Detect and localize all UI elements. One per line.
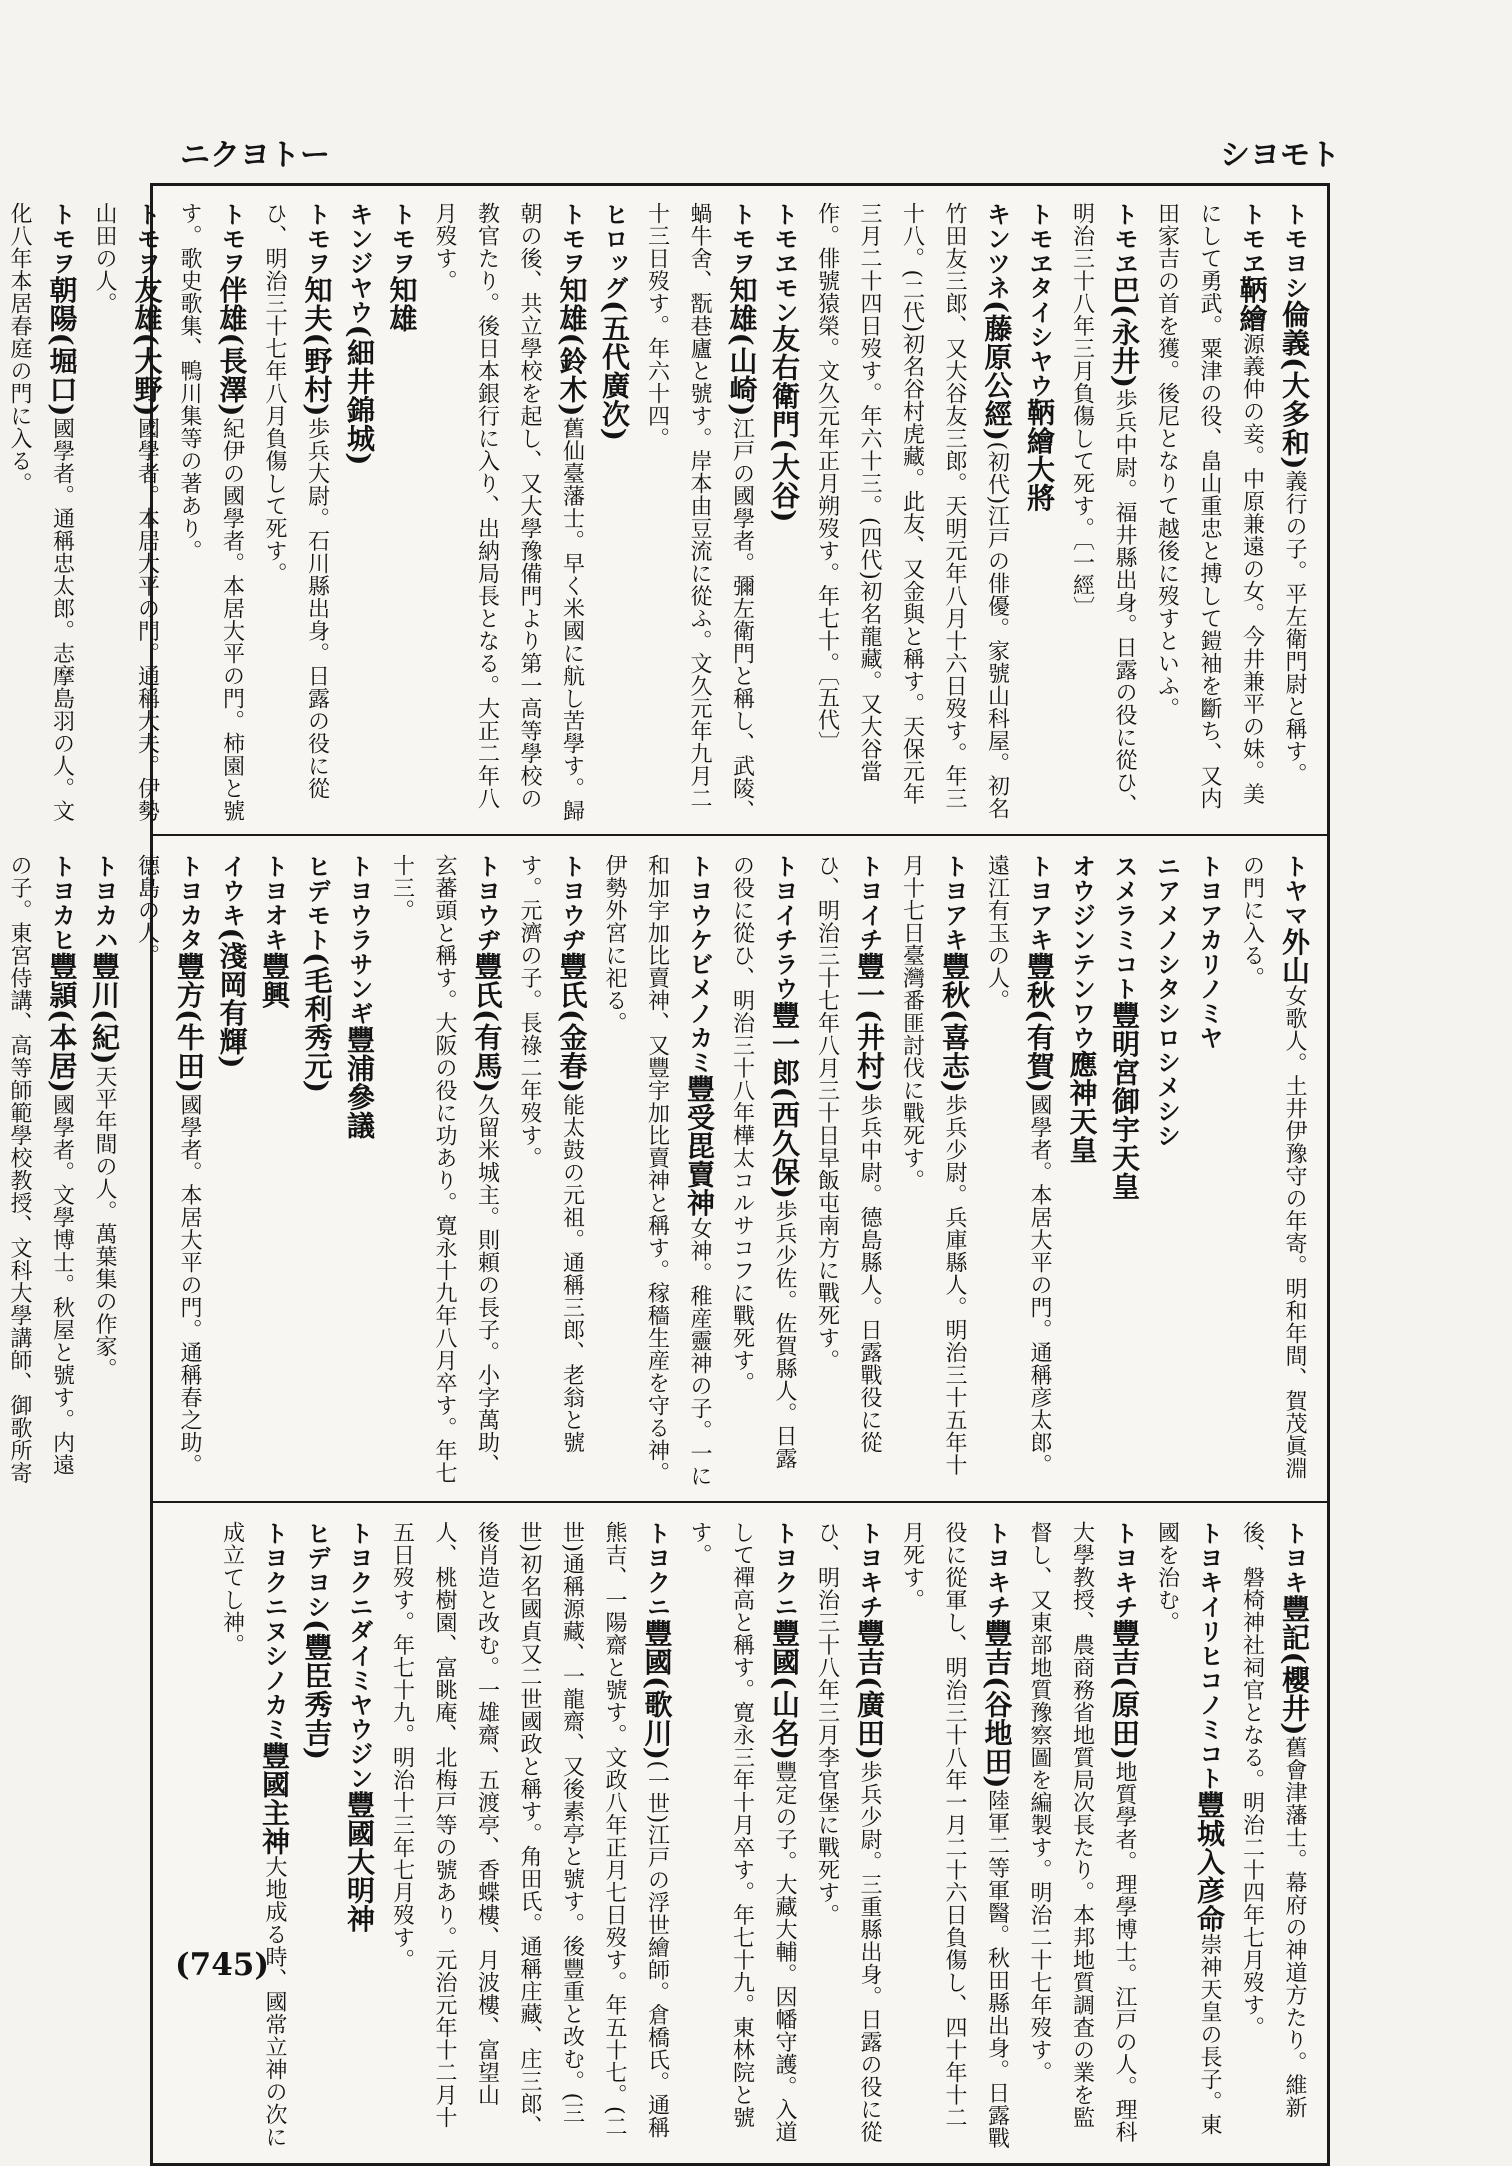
entry-head: トヤマ xyxy=(1280,854,1308,928)
entry-desc: 地質學者。理學博士。江戸の人。理科大學教授、農商務省地質局次長たり。本邦地質調査の業を監督し、又東部地質豫察圖を編製す。明治二十七年歿す。 xyxy=(1027,1521,1137,2143)
dictionary-entry xyxy=(635,202,763,824)
dictionary-entry xyxy=(1188,854,1231,1491)
dictionary-entry xyxy=(1230,1521,1315,2150)
entry-head: トヨキチ xyxy=(1110,1521,1138,1619)
entry-head: トヨクニヌシノカミ xyxy=(260,1521,288,1742)
entry-name: 豐明宮御宇天皇 xyxy=(1108,1001,1141,1201)
entry-head: トモヲ xyxy=(217,202,246,276)
entry-head: ヒロッグ xyxy=(600,202,628,300)
entry-head: トモヲ xyxy=(557,202,586,276)
dictionary-entry xyxy=(0,854,83,1491)
dictionary-entry xyxy=(1145,854,1188,1491)
entry-name: 朝陽(堀口) xyxy=(45,275,79,417)
entry-name: 應神天皇 xyxy=(1065,1050,1099,1164)
entry-desc: 國學者。本居大平の門。通稱大夫。伊勢山田の人。 xyxy=(92,202,160,822)
dictionary-entry xyxy=(1018,1521,1146,2150)
entry-name: 豐氏(有馬) xyxy=(470,952,504,1094)
entry-name: 友右衛門(大谷) xyxy=(768,324,801,523)
entry-head: トヨアカリノミヤ xyxy=(1195,854,1223,1050)
entry-desc: 女神。稚産靈神の子。一に和加宇加比賣神、又豐宇加比賣神と稱す。稼穡生産を守る神。伊勢外宮に祀る。 xyxy=(602,854,712,1487)
entry-name: 豐浦參議 xyxy=(343,1025,376,1140)
dictionary-entry xyxy=(890,854,975,1491)
entry-desc: 歩兵中尉。福井縣出身。日露の役に從ひ、明治三十八年三月負傷して死す。〔一經〕 xyxy=(1069,202,1137,816)
dictionary-entry xyxy=(380,202,423,824)
entry-name: 知夫(野村) xyxy=(300,275,334,417)
entry-head: トヨカヒ xyxy=(47,854,76,952)
entry-desc: 國學者。文學博士。秋屋と號す。内遠の子。東宮侍講、高等師範學校教授、文科大學講師、御歌所寄 xyxy=(7,854,75,1484)
entry-desc: 歩兵中尉。德島縣人。日露戰役に從ひ、明治三十七年八月三十日早飯屯南方に戰死す。 xyxy=(814,854,882,1454)
entry-desc: 崇神天皇の長子。東國を治む。 xyxy=(1154,1521,1222,2136)
entry-desc: 國學者。通稱忠太郎。志摩島羽の人。文化八年本居春庭の門に入る。 xyxy=(7,202,75,822)
entry-desc: 源義仲の妾。中原兼遠の女。今井兼平の妹。美にして勇武。粟津の役、畠山重忠と搏して鎧袖を斷ち、又内田家吉の首を獲。後尼となりて越後に歿すといふ。 xyxy=(1154,202,1265,810)
entry-head: トモヱモン xyxy=(770,202,798,325)
dictionary-entry xyxy=(125,854,210,1491)
entry-head: トモヲ xyxy=(47,202,76,276)
entry-name: (細井錦城) xyxy=(343,324,376,466)
entry-name: (豐臣秀吉) xyxy=(300,1619,334,1761)
header-right: シヨモト xyxy=(1220,138,1340,173)
header-left: ニクヨトー xyxy=(180,138,330,173)
entry-name: 豐秋(喜志) xyxy=(938,952,971,1094)
dictionary-entry xyxy=(1230,854,1315,1491)
entry-desc: 江戸の國學者。彌左衛門と稱し、武陵、蝸牛舍、翫巷廬と號す。岸本由豆流に從ふ。文久元年九月二十三日歿す。年六十四。 xyxy=(644,202,755,822)
entry-name: 豐興 xyxy=(258,952,291,1009)
dictionary-entry xyxy=(763,202,806,824)
entry-name: 豐吉(廣田) xyxy=(853,1619,886,1761)
entry-name: 豐國主神 xyxy=(258,1741,291,1856)
entry-name: (藤原公經) xyxy=(980,300,1014,442)
entry-name: 倫義(大多和) xyxy=(1278,300,1311,470)
dictionary-entry xyxy=(593,202,636,824)
entry-head: トヨクニ xyxy=(770,1521,798,1619)
dictionary-entry xyxy=(805,202,1018,824)
entry-head: イウキ xyxy=(217,854,246,928)
dictionary-entry xyxy=(295,854,338,1491)
entry-desc: 國學者。本居大平の門。通稱彦太郎。遠江有玉の人。 xyxy=(984,854,1052,1476)
entry-desc: 能太鼓の元祖。通稱三郎、老翁と號す。元濟の子。長祿二年歿す。 xyxy=(517,854,585,1454)
entry-desc: 歩兵少佐。佐賀縣人。日露の役に從ひ、明治三十八年樺太コルサコフに戰死す。 xyxy=(729,854,797,1470)
entry-desc: 歩兵少尉。三重縣出身。日露の役に從ひ、明治三十八年三月李官堡に戰死す。 xyxy=(814,1521,882,2143)
dictionary-entry xyxy=(720,854,805,1491)
entry-head: キンツネ xyxy=(982,202,1011,300)
entry-head: トヨウヂ xyxy=(472,854,501,952)
entry-head: トヨウラサンギ xyxy=(345,854,373,1026)
dictionary-entry xyxy=(423,202,593,824)
entry-name: 友雄(大野) xyxy=(130,275,164,417)
entry-head: ヒデヨシ xyxy=(302,1521,331,1619)
entry-head: トヨウヂ xyxy=(557,854,586,952)
entry-name: 豐吉(原田) xyxy=(1108,1619,1141,1761)
running-header xyxy=(180,132,1340,172)
entry-name: (淺岡有輝) xyxy=(215,927,249,1069)
dictionary-entry xyxy=(1018,202,1061,824)
dictionary-entry xyxy=(338,202,381,824)
block-3-text xyxy=(163,1521,1315,2150)
entry-head: オウジンテンワウ xyxy=(1067,854,1096,1050)
entry-desc: 天平年間の人。萬葉集の作家。 xyxy=(92,1065,117,1380)
entry-name: 豐國大明神 xyxy=(343,1790,376,1933)
entry-name: (五代廣次) xyxy=(598,300,631,442)
entry-head: ヒデモト xyxy=(302,854,331,952)
entry-head: トヨオキ xyxy=(260,854,288,952)
dictionary-entry xyxy=(508,854,593,1491)
dictionary-frame xyxy=(7,183,1330,2166)
entry-head: トヨカタ xyxy=(175,854,203,952)
dictionary-entry xyxy=(805,854,890,1491)
entry-head: トモヲ xyxy=(387,202,416,276)
entry-head: トモヲ xyxy=(132,202,161,276)
entry-name: 豐一(井村) xyxy=(853,952,886,1094)
dictionary-entry xyxy=(253,202,338,824)
dictionary-entry xyxy=(805,1521,890,2150)
entry-head: トヨクニ xyxy=(642,1521,671,1619)
dictionary-entry xyxy=(1145,202,1273,824)
dictionary-entry xyxy=(83,854,126,1491)
entry-name: 豐吉(谷地田) xyxy=(980,1619,1014,1789)
entry-head: トヨウケビメノカミ xyxy=(685,854,713,1075)
entry-name: 巴(永井) xyxy=(1108,275,1141,389)
entry-desc: 舊會津藩士。幕府の神道方たり。維新後、磐椅神社祠官となる。明治二十四年七月歿す。 xyxy=(1239,1521,1307,2119)
entry-head: トヨキチ xyxy=(982,1521,1011,1619)
dictionary-entry xyxy=(380,854,508,1491)
entry-head: トモヱ xyxy=(1237,202,1266,276)
dictionary-entry xyxy=(1273,202,1316,824)
entry-head: トヨクニダイミヤウジン xyxy=(345,1521,373,1791)
dictionary-entry xyxy=(253,854,296,1491)
entry-name: 豐秋(有賀) xyxy=(1023,952,1056,1094)
entry-desc: 義行の子。平左衛門尉と稱す。 xyxy=(1282,470,1307,785)
entry-name: (毛利秀元) xyxy=(300,952,334,1094)
dictionary-entry xyxy=(975,854,1060,1491)
dictionary-entry xyxy=(295,1521,338,2150)
entry-head: トヨイチ xyxy=(855,854,883,952)
entry-desc: 國學者。本居大平の門。通稱春之助。德島の人。 xyxy=(134,854,202,1476)
dictionary-entry xyxy=(83,202,168,824)
entry-head: トヨキチ xyxy=(855,1521,883,1619)
entry-desc: 歩兵大尉。石川縣出身。日露の役に從ひ、明治三十七年八月負傷して死す。 xyxy=(262,202,330,800)
entry-head: トモヲ xyxy=(727,202,756,276)
entry-name: 外山 xyxy=(1278,927,1311,985)
entry-name: 豐記(櫻井) xyxy=(1278,1594,1311,1736)
entry-head: ニアメノシタシロシメシシ xyxy=(1152,854,1181,1148)
entry-head: トヨアキ xyxy=(1025,854,1053,952)
entry-head: トヨキイリヒコノミコト xyxy=(1195,1521,1223,1791)
block-1-text xyxy=(7,202,1315,824)
entry-head: トヨイチラウ xyxy=(770,854,798,1001)
dictionary-entry xyxy=(678,1521,806,2150)
dictionary-block-2 xyxy=(7,838,1327,1503)
entry-head: キンジヤウ xyxy=(345,202,373,325)
dictionary-entry xyxy=(890,1521,1018,2150)
dictionary-entry xyxy=(1060,854,1103,1491)
block-2-text xyxy=(7,854,1315,1491)
entry-name: 知雄 xyxy=(385,275,419,333)
entry-desc: (一世)江戸の浮世繪師。倉橋氏。通稱熊吉、一陽齋と號す。文政八年正月七日歿す。年五十七。(二世)通稱源藏、一龍齋、又後素亭と號す。後豐重と改む。(三世)初名國貞又二世國政と稱す。角田氏。通稱庄藏、庄三郎、後肖造と改む。一雄齋、五渡亭、香蝶樓、月波樓、富望山人、桃樹園、富眺庵、北梅戸等の號あり。元治元年十二月十五日歿す。年七十九。明治十三年七月歿す。 xyxy=(389,1521,670,2139)
dictionary-entry xyxy=(210,854,253,1491)
entry-head: トモヲ xyxy=(302,202,331,276)
entry-head: トモヱ xyxy=(1110,202,1138,276)
entry-name: 豐國(山名) xyxy=(768,1619,801,1761)
dictionary-entry xyxy=(210,1521,295,2150)
entry-desc: (初代)江戸の俳優。家號山科屋。初名竹田友三郎、又大谷友三郎。天明元年八月十六日歿す。年三十八。(二代)初名谷村虎藏。此友、又金與と稱す。天保元年三月二十四日歿す。年六十三。(四代)初名龍藏。又大谷當作。俳號猿榮。文久元年正月朔歿す。年七十。〔五代〕 xyxy=(814,202,1010,820)
entry-desc: 紀伊の國學者。本居大平の門。柿園と號す。歌史歌集、鴨川集等の著あり。 xyxy=(177,202,245,822)
page-number: (745) xyxy=(175,1947,270,1983)
entry-name: 豐國(歌川) xyxy=(640,1619,674,1761)
dictionary-entry xyxy=(338,1521,381,2150)
dictionary-entry xyxy=(593,854,721,1491)
dictionary-entry xyxy=(338,854,381,1491)
entry-desc: 歩兵少尉。兵庫縣人。明治三十五年十月十七日臺灣番匪討伐に戰死す。 xyxy=(899,854,967,1476)
entry-name: 鞆繪大將 xyxy=(1023,398,1056,512)
entry-head: トヨアキ xyxy=(940,854,968,952)
entry-head: トモヱタイシヤウ xyxy=(1025,202,1053,398)
entry-name: 豐頴(本居) xyxy=(45,952,79,1094)
dictionary-block-1 xyxy=(7,186,1327,836)
entry-name: 豐方(牛田) xyxy=(173,952,206,1094)
entry-name: 豐川(紀) xyxy=(88,952,121,1065)
entry-name: 鞆繪 xyxy=(1235,275,1269,333)
entry-head: トヨキ xyxy=(1280,1521,1308,1595)
dictionary-block-3 xyxy=(153,1505,1327,2160)
entry-name: 伴雄(長澤) xyxy=(215,275,249,417)
entry-name: 豐受毘賣神 xyxy=(683,1074,716,1217)
entry-head: スメラミコト xyxy=(1110,854,1138,1001)
entry-name: 豐城入彦命 xyxy=(1193,1790,1226,1933)
entry-head: トモヨシ xyxy=(1280,202,1308,300)
entry-desc: 豐定の子。大藏大輔。因幡守護。入道して禪高と稱す。寛永三年十月卒す。年七十九。東林院と號す。 xyxy=(687,1521,797,2143)
entry-head: トヨカハ xyxy=(90,854,118,952)
dictionary-entry xyxy=(0,202,83,824)
entry-desc: 大地成る時、國常立神の次に成立てし神。 xyxy=(219,1521,287,2148)
dictionary-entry xyxy=(168,202,253,824)
entry-desc: 陸軍二等軍醫。秋田縣出身。日露戰役に從軍し、明治三十八年一月二十六日負傷し、四十年十二月死す。 xyxy=(899,1521,1010,2149)
entry-desc: 久留米城主。則頼の長子。小字萬助、玄蕃頭と稱す。大阪の役に功あり。寛永十九年八月卒す。年七十三。 xyxy=(389,854,500,1484)
entry-name: 豐氏(金春) xyxy=(555,952,589,1094)
entry-desc: 舊仙臺藩士。早く米國に航し苦學す。歸朝の後、共立學校を起し、又大學豫備門より第一高等學校の教官たり。後日本銀行に入り、出納局長となる。大正二年八月歿す。 xyxy=(432,202,585,822)
entry-desc: 女歌人。土井伊豫守の年寄。明和年間、賀茂眞淵の門に入る。 xyxy=(1239,854,1307,1480)
entry-name: 知雄(山崎) xyxy=(725,275,759,417)
dictionary-entry xyxy=(380,1521,678,2150)
dictionary-entry xyxy=(1060,202,1145,824)
dictionary-entry xyxy=(1145,1521,1230,2150)
dictionary-entry xyxy=(1103,854,1146,1491)
entry-name: 知雄(鈴木) xyxy=(555,275,589,417)
entry-name: 豐一郎(西久保) xyxy=(768,1001,801,1200)
